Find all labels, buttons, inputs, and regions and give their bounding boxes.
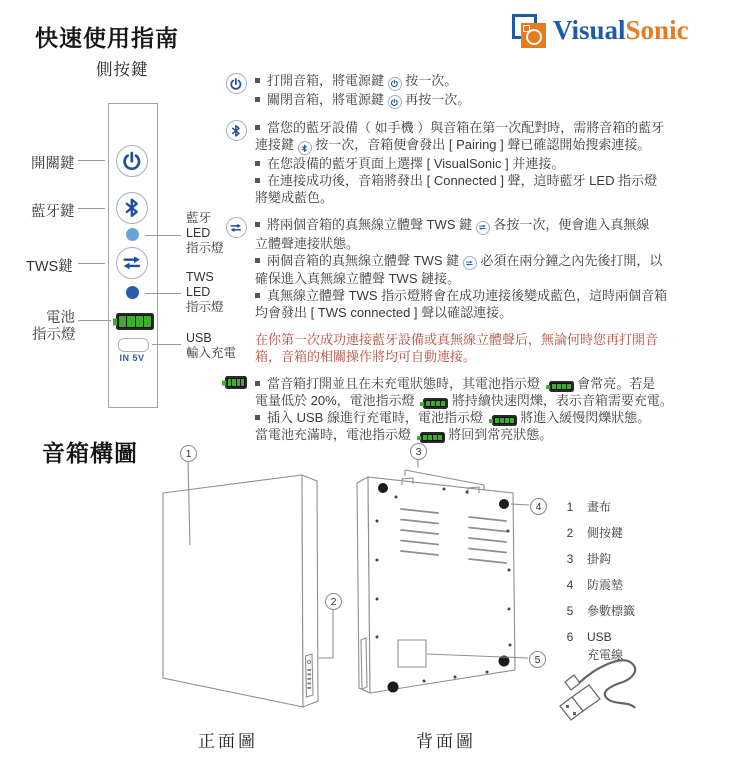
instruction-text: 各按一次，便會進入真無線	[489, 217, 650, 233]
legend-item	[564, 527, 635, 540]
instruction-text: 當電池充滿時，電池指示燈	[255, 427, 415, 443]
leader-line	[145, 293, 181, 294]
legend-item	[564, 631, 635, 662]
tws-led-indicator	[126, 286, 139, 299]
instruction-section	[225, 375, 745, 443]
callout-1: 1	[180, 445, 197, 462]
front-view-drawing	[163, 461, 333, 707]
instruction-line	[255, 409, 745, 426]
leader-line	[78, 263, 105, 264]
instruction-text: 按一次。	[401, 73, 458, 88]
power-icon	[388, 95, 402, 109]
panel-battery-indicator	[116, 313, 154, 332]
section-icon-cell	[225, 72, 247, 109]
instruction-text: 箱，音箱的相關操作將均可自動連接。	[255, 349, 477, 365]
instruction-text: 真無線立體聲 TWS 指示燈將會在成功連接後變成藍色，這時兩個音箱	[267, 288, 668, 304]
bullet-marker	[255, 97, 260, 102]
label-tws-led: TWS LED 指示燈	[186, 270, 224, 314]
legend-label: 側按鍵	[587, 526, 624, 540]
instruction-text: 立體聲連接狀態。	[255, 235, 360, 251]
legend-label: 畫布	[587, 500, 612, 514]
leader-line	[78, 208, 105, 209]
bullet-marker	[255, 381, 260, 386]
visualsonic-logo	[512, 13, 689, 48]
section-icon-cell	[225, 375, 247, 443]
legend-number: 4	[566, 578, 574, 592]
instruction-line	[255, 189, 745, 206]
leader-line	[152, 344, 181, 345]
bullet-marker	[255, 293, 260, 298]
instruction-text: 將進入緩慢閃爍狀態。	[516, 410, 651, 426]
label-bluetooth-key: 藍牙鍵	[31, 204, 75, 220]
label-battery-indicator-1: 電池	[46, 310, 75, 326]
page-title: 快速使用指南	[35, 25, 179, 51]
instruction-text: 在你第一次成功連接藍牙設備或真無線立體聲后，無論何時您再打開音	[255, 332, 659, 348]
instruction-section	[225, 216, 745, 321]
label-power-key: 開關鍵	[31, 156, 75, 172]
label-usb-charge: USB 輸入充電	[186, 331, 237, 360]
instruction-text: 當您的藍牙設備（ 如手機 ）與音箱在第一次配對時，需將音箱的藍牙	[267, 120, 665, 136]
power-icon	[388, 77, 402, 91]
instruction-text: 確保進入真無線立體聲 TWS 鏈接。	[255, 271, 461, 287]
bluetooth-icon	[116, 192, 148, 224]
tws-icon	[476, 221, 490, 235]
instruction-line	[255, 235, 745, 252]
instruction-line	[255, 304, 745, 321]
parts-legend	[564, 501, 635, 675]
panel-bluetooth-button	[116, 192, 148, 224]
panel-tws-button	[116, 247, 148, 279]
instruction-text: 均會發出 [ TWS connected ] 聲以確認連接。	[255, 305, 513, 321]
logo-lens	[526, 29, 542, 45]
legend-item	[564, 579, 635, 592]
instruction-line	[255, 287, 745, 304]
label-battery-indicator-2: 指示燈	[32, 327, 76, 343]
instruction-text: 兩個音箱的真無線立體聲 TWS 鍵	[267, 252, 463, 268]
instruction-line	[255, 252, 745, 271]
instruction-text: 將兩個音箱的真無線立體聲 TWS 鍵	[267, 217, 476, 233]
callout-3: 3	[410, 443, 427, 460]
bullet-marker	[255, 258, 260, 263]
bullet-marker	[255, 161, 260, 166]
label-bluetooth-led: 藍牙 LED 指示燈	[186, 211, 224, 255]
instruction-line	[255, 172, 745, 189]
instruction-text: 當音箱打開並且在未充電狀態時，其電池指示燈	[267, 376, 544, 392]
leader-line	[78, 320, 111, 321]
legend-number: 2	[566, 526, 574, 540]
back-view-drawing	[357, 459, 529, 693]
instruction-text: 將回到常亮狀態。	[444, 427, 553, 443]
front-view-label: 正面圖	[198, 732, 258, 751]
legend-number: 5	[566, 604, 574, 618]
battery-icon	[423, 398, 448, 409]
legend-number: 3	[566, 552, 574, 566]
instructions-block	[225, 72, 745, 453]
logo-text-sonic: Sonic	[625, 15, 689, 45]
instruction-line	[255, 270, 745, 287]
label-tws-key: TWS鍵	[26, 259, 73, 275]
battery-icon	[492, 415, 517, 426]
instruction-text: 必須在兩分鐘之內先後打開，以	[476, 252, 663, 268]
speaker-diagrams	[0, 440, 750, 781]
side-panel-title: 側按鍵	[96, 61, 149, 79]
instruction-line	[255, 136, 745, 155]
instruction-text: 在您設備的藍牙頁面上選擇 [ VisualSonic ] 并連接。	[267, 156, 565, 172]
usb-port-label: IN 5V	[119, 353, 145, 363]
tws-icon	[116, 247, 148, 279]
legend-item	[564, 501, 635, 514]
instruction-line	[255, 119, 745, 136]
bluetooth-icon	[226, 120, 247, 141]
instruction-text: 插入 USB 線進行充電時，電池指示燈	[267, 410, 487, 426]
instruction-line	[255, 216, 745, 235]
instruction-text: 將持續快速閃爍，表示音箱需要充電。	[448, 393, 673, 409]
callout-5: 5	[529, 651, 546, 668]
logo-text-visual: Visual	[553, 15, 626, 45]
callout-4: 4	[530, 498, 547, 515]
battery-icon	[225, 376, 247, 389]
callout-2: 2	[325, 593, 342, 610]
instruction-line	[255, 72, 745, 91]
instruction-line	[255, 375, 745, 392]
instruction-line	[255, 392, 745, 409]
instruction-text: 在連接成功後，音箱將發出 [ Connected ] 聲，這時藍牙 LED 指示燈	[267, 173, 658, 189]
instruction-text: 將變成藍色。	[255, 190, 334, 206]
power-icon	[226, 73, 247, 94]
bluetooth-icon	[298, 141, 312, 155]
instruction-line	[255, 348, 745, 365]
instruction-section	[225, 119, 745, 206]
tws-icon	[463, 256, 477, 270]
instruction-section	[225, 72, 745, 109]
instruction-text: 電量低於 20%，電池指示燈	[255, 393, 419, 409]
bluetooth-led-indicator	[126, 228, 139, 241]
section-icon-cell	[225, 216, 247, 321]
legend-label: 參數標籤	[587, 604, 636, 618]
bullet-marker	[255, 125, 260, 130]
battery-icon	[116, 313, 154, 330]
visualsonic-logo-icon	[512, 13, 547, 48]
bullet-marker	[255, 222, 260, 227]
instruction-text: 關閉音箱，將電源鍵	[267, 91, 388, 107]
instruction-line	[255, 331, 745, 348]
legend-number: 6	[566, 630, 574, 644]
instruction-text: 會常亮。若是	[573, 376, 656, 392]
instruction-line	[255, 91, 745, 110]
instruction-section	[225, 331, 745, 365]
legend-item	[564, 605, 635, 618]
usb-port-icon	[118, 338, 149, 352]
legend-label: 掛鈎	[587, 552, 612, 566]
logo-text	[553, 17, 689, 44]
bullet-marker	[255, 78, 260, 83]
section-icon-cell	[225, 119, 247, 206]
battery-icon	[549, 381, 574, 392]
leader-line	[145, 235, 181, 236]
logo-orange-square	[521, 23, 546, 48]
legend-label: 防震墊	[587, 578, 624, 592]
instruction-text: 再按一次。	[401, 91, 471, 107]
instruction-text: 連接鍵	[255, 137, 298, 153]
legend-label-line2: 充電線	[587, 648, 624, 662]
legend-label: USB 充電線	[587, 630, 624, 662]
instruction-line	[255, 155, 745, 172]
bullet-marker	[255, 178, 260, 183]
legend-number: 1	[566, 500, 574, 514]
back-view-label: 背面圖	[416, 732, 476, 751]
power-icon	[116, 145, 148, 177]
leader-line	[78, 160, 105, 161]
tws-icon	[226, 217, 247, 238]
diagram-title: 音箱構圖	[42, 440, 138, 466]
legend-item	[564, 553, 635, 566]
instruction-text: 按一次，音箱便會發出 [ Pairing ] 聲已確認開始搜索連接。	[311, 137, 651, 153]
bullet-marker	[255, 415, 260, 420]
panel-power-button	[116, 145, 148, 177]
section-icon-cell	[225, 331, 247, 365]
instruction-text: 打開音箱，將電源鍵	[267, 73, 388, 88]
